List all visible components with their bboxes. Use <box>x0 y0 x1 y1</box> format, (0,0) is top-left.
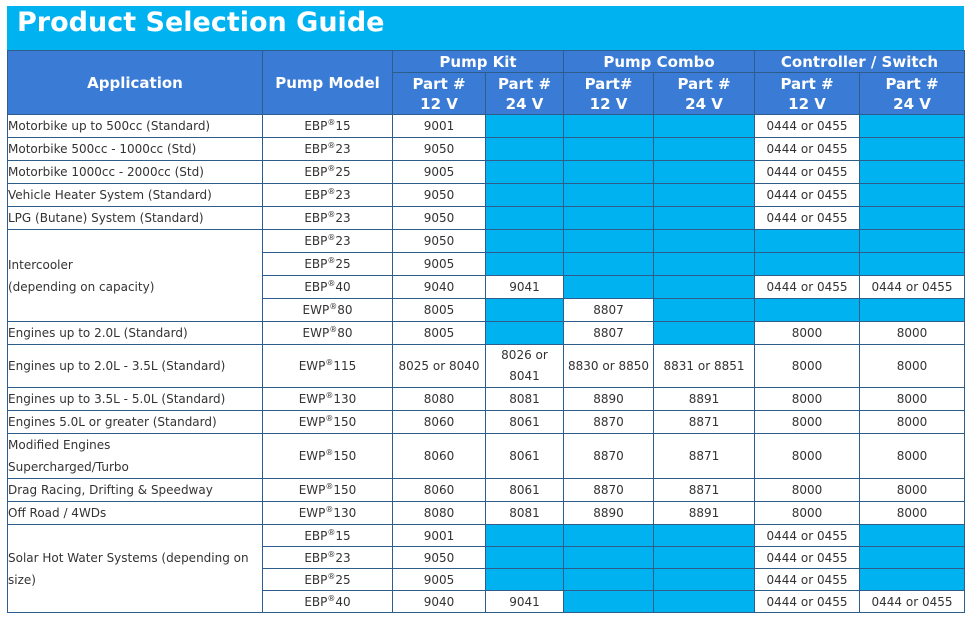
combo-24v-cell <box>654 161 755 184</box>
application-cell: Motorbike 500cc - 1000cc (Std) <box>8 138 263 161</box>
table-row <box>8 388 965 411</box>
pump-model-cell: EBP®40 <box>263 276 393 299</box>
combo-24v-cell <box>654 525 755 547</box>
ctrl-24v-cell: 8000 <box>860 434 965 479</box>
table-row <box>8 138 965 161</box>
combo-12v-cell <box>564 230 654 253</box>
page-title: Product Selection Guide <box>17 7 385 38</box>
header-kit-24v: Part # 24 V <box>486 73 564 115</box>
kit-12v-cell: 8060 <box>393 479 486 502</box>
combo-12v-cell: 8870 <box>564 411 654 434</box>
header-combo-24v: Part # 24 V <box>654 73 755 115</box>
application-cell: Intercooler (depending on capacity) <box>8 230 263 322</box>
ctrl-24v-cell <box>860 138 965 161</box>
combo-12v-cell <box>564 591 654 613</box>
application-cell: Modified Engines Supercharged/Turbo <box>8 434 263 479</box>
ctrl-24v-cell <box>860 253 965 276</box>
header-application: Application <box>8 51 263 115</box>
pump-model-cell: EBP®23 <box>263 207 393 230</box>
application-cell: Off Road / 4WDs <box>8 502 263 525</box>
ctrl-12v-cell: 8000 <box>755 322 860 345</box>
kit-12v-cell: 8060 <box>393 434 486 479</box>
combo-24v-cell <box>654 184 755 207</box>
ctrl-12v-cell: 0444 or 0455 <box>755 276 860 299</box>
combo-24v-cell: 8871 <box>654 434 755 479</box>
combo-12v-cell <box>564 207 654 230</box>
pump-model-cell: EBP®15 <box>263 115 393 138</box>
combo-24v-cell <box>654 569 755 591</box>
table-row <box>8 115 965 138</box>
combo-12v-cell <box>564 525 654 547</box>
ctrl-24v-cell: 8000 <box>860 388 965 411</box>
kit-12v-cell: 9050 <box>393 184 486 207</box>
ctrl-12v-cell: 0444 or 0455 <box>755 161 860 184</box>
ctrl-24v-cell: 8000 <box>860 322 965 345</box>
pump-model-cell: EWP®150 <box>263 434 393 479</box>
pump-model-cell: EWP®150 <box>263 479 393 502</box>
pump-model-cell: EBP®15 <box>263 525 393 547</box>
kit-12v-cell: 9005 <box>393 569 486 591</box>
table-row <box>8 479 965 502</box>
ctrl-12v-cell: 0444 or 0455 <box>755 138 860 161</box>
combo-24v-cell <box>654 253 755 276</box>
kit-12v-cell: 9050 <box>393 230 486 253</box>
kit-12v-cell: 8025 or 8040 <box>393 345 486 388</box>
kit-24v-cell <box>486 161 564 184</box>
kit-24v-cell: 8061 <box>486 479 564 502</box>
table-row <box>8 345 965 388</box>
kit-24v-cell: 8081 <box>486 388 564 411</box>
product-selection-table <box>7 50 965 613</box>
combo-12v-cell <box>564 184 654 207</box>
kit-12v-cell: 8080 <box>393 502 486 525</box>
kit-24v-cell <box>486 253 564 276</box>
ctrl-12v-cell: 8000 <box>755 479 860 502</box>
pump-model-cell: EBP®40 <box>263 591 393 613</box>
ctrl-24v-cell: 8000 <box>860 345 965 388</box>
combo-12v-cell <box>564 547 654 569</box>
application-cell: Engines up to 3.5L - 5.0L (Standard) <box>8 388 263 411</box>
ctrl-12v-cell <box>755 299 860 322</box>
kit-12v-cell: 8080 <box>393 388 486 411</box>
pump-model-cell: EBP®23 <box>263 138 393 161</box>
pump-model-cell: EWP®150 <box>263 411 393 434</box>
kit-12v-cell: 9040 <box>393 276 486 299</box>
table-row <box>8 184 965 207</box>
kit-24v-cell <box>486 207 564 230</box>
kit-12v-cell: 8005 <box>393 322 486 345</box>
kit-12v-cell: 9050 <box>393 547 486 569</box>
application-cell: Engines up to 2.0L - 3.5L (Standard) <box>8 345 263 388</box>
kit-12v-cell: 8005 <box>393 299 486 322</box>
kit-12v-cell: 9005 <box>393 161 486 184</box>
application-cell: Vehicle Heater System (Standard) <box>8 184 263 207</box>
pump-model-cell: EWP®130 <box>263 388 393 411</box>
pump-model-cell: EBP®25 <box>263 569 393 591</box>
pump-model-cell: EBP®25 <box>263 161 393 184</box>
pump-model-cell: EWP®130 <box>263 502 393 525</box>
combo-24v-cell: 8891 <box>654 502 755 525</box>
kit-24v-cell: 8081 <box>486 502 564 525</box>
ctrl-12v-cell <box>755 230 860 253</box>
ctrl-12v-cell: 0444 or 0455 <box>755 547 860 569</box>
combo-12v-cell: 8870 <box>564 479 654 502</box>
application-cell: LPG (Butane) System (Standard) <box>8 207 263 230</box>
combo-24v-cell <box>654 591 755 613</box>
ctrl-12v-cell: 8000 <box>755 388 860 411</box>
combo-12v-cell <box>564 138 654 161</box>
kit-24v-cell: 8026 or 8041 <box>486 345 564 388</box>
table-row <box>8 525 965 547</box>
ctrl-24v-cell: 0444 or 0455 <box>860 276 965 299</box>
combo-24v-cell <box>654 138 755 161</box>
combo-12v-cell <box>564 253 654 276</box>
combo-24v-cell <box>654 322 755 345</box>
title-bar <box>7 6 964 50</box>
kit-24v-cell <box>486 322 564 345</box>
pump-model-cell: EBP®23 <box>263 547 393 569</box>
header-ctrl-24v: Part # 24 V <box>860 73 965 115</box>
pump-model-cell: EWP®80 <box>263 322 393 345</box>
combo-24v-cell <box>654 115 755 138</box>
combo-12v-cell <box>564 569 654 591</box>
pump-model-cell: EBP®23 <box>263 184 393 207</box>
kit-24v-cell <box>486 525 564 547</box>
ctrl-12v-cell: 8000 <box>755 502 860 525</box>
header-ctrl-12v: Part # 12 V <box>755 73 860 115</box>
ctrl-24v-cell <box>860 230 965 253</box>
combo-24v-cell: 8871 <box>654 479 755 502</box>
ctrl-24v-cell <box>860 161 965 184</box>
application-cell: Motorbike up to 500cc (Standard) <box>8 115 263 138</box>
ctrl-24v-cell <box>860 569 965 591</box>
combo-24v-cell <box>654 299 755 322</box>
ctrl-12v-cell: 8000 <box>755 411 860 434</box>
ctrl-24v-cell <box>860 207 965 230</box>
combo-24v-cell: 8831 or 8851 <box>654 345 755 388</box>
kit-12v-cell: 9040 <box>393 591 486 613</box>
pump-model-cell: EBP®23 <box>263 230 393 253</box>
combo-24v-cell: 8891 <box>654 388 755 411</box>
ctrl-12v-cell: 0444 or 0455 <box>755 591 860 613</box>
table-row <box>8 322 965 345</box>
application-cell: Engines 5.0L or greater (Standard) <box>8 411 263 434</box>
kit-24v-cell <box>486 184 564 207</box>
header-controller: Controller / Switch <box>755 51 965 73</box>
kit-24v-cell: 9041 <box>486 591 564 613</box>
kit-24v-cell <box>486 115 564 138</box>
ctrl-24v-cell: 8000 <box>860 411 965 434</box>
ctrl-12v-cell: 0444 or 0455 <box>755 115 860 138</box>
kit-24v-cell <box>486 299 564 322</box>
combo-12v-cell <box>564 276 654 299</box>
combo-12v-cell <box>564 161 654 184</box>
kit-12v-cell: 9005 <box>393 253 486 276</box>
pump-model-cell: EBP®25 <box>263 253 393 276</box>
kit-24v-cell: 8061 <box>486 434 564 479</box>
combo-12v-cell: 8807 <box>564 299 654 322</box>
combo-12v-cell: 8870 <box>564 434 654 479</box>
combo-12v-cell: 8890 <box>564 502 654 525</box>
combo-24v-cell <box>654 207 755 230</box>
ctrl-24v-cell <box>860 184 965 207</box>
kit-12v-cell: 9001 <box>393 525 486 547</box>
kit-24v-cell <box>486 230 564 253</box>
ctrl-24v-cell <box>860 547 965 569</box>
combo-24v-cell <box>654 547 755 569</box>
ctrl-12v-cell <box>755 253 860 276</box>
kit-24v-cell: 8061 <box>486 411 564 434</box>
table-row <box>8 161 965 184</box>
ctrl-24v-cell: 8000 <box>860 502 965 525</box>
ctrl-24v-cell <box>860 115 965 138</box>
kit-12v-cell: 8060 <box>393 411 486 434</box>
ctrl-12v-cell: 8000 <box>755 345 860 388</box>
application-cell: Solar Hot Water Systems (depending on size) <box>8 525 263 613</box>
combo-24v-cell <box>654 276 755 299</box>
combo-12v-cell: 8830 or 8850 <box>564 345 654 388</box>
table-row <box>8 502 965 525</box>
table-row <box>8 207 965 230</box>
ctrl-24v-cell: 0444 or 0455 <box>860 591 965 613</box>
ctrl-24v-cell <box>860 525 965 547</box>
application-cell: Drag Racing, Drifting & Speedway <box>8 479 263 502</box>
table-row <box>8 411 965 434</box>
table-row <box>8 434 965 479</box>
kit-24v-cell <box>486 138 564 161</box>
application-cell: Motorbike 1000cc - 2000cc (Std) <box>8 161 263 184</box>
table-row <box>8 230 965 253</box>
ctrl-24v-cell: 8000 <box>860 479 965 502</box>
ctrl-12v-cell: 0444 or 0455 <box>755 525 860 547</box>
pump-model-cell: EWP®115 <box>263 345 393 388</box>
combo-24v-cell <box>654 230 755 253</box>
combo-12v-cell <box>564 115 654 138</box>
application-cell: Engines up to 2.0L (Standard) <box>8 322 263 345</box>
kit-12v-cell: 9050 <box>393 138 486 161</box>
ctrl-12v-cell: 0444 or 0455 <box>755 569 860 591</box>
header-combo-12v: Part# 12 V <box>564 73 654 115</box>
ctrl-12v-cell: 0444 or 0455 <box>755 207 860 230</box>
header-pump-kit: Pump Kit <box>393 51 564 73</box>
kit-24v-cell: 9041 <box>486 276 564 299</box>
combo-12v-cell: 8890 <box>564 388 654 411</box>
header-pump-combo: Pump Combo <box>564 51 755 73</box>
header-kit-12v: Part # 12 V <box>393 73 486 115</box>
kit-24v-cell <box>486 569 564 591</box>
combo-12v-cell: 8807 <box>564 322 654 345</box>
ctrl-12v-cell: 8000 <box>755 434 860 479</box>
kit-24v-cell <box>486 547 564 569</box>
ctrl-24v-cell <box>860 299 965 322</box>
kit-12v-cell: 9001 <box>393 115 486 138</box>
ctrl-12v-cell: 0444 or 0455 <box>755 184 860 207</box>
pump-model-cell: EWP®80 <box>263 299 393 322</box>
combo-24v-cell: 8871 <box>654 411 755 434</box>
kit-12v-cell: 9050 <box>393 207 486 230</box>
header-pump-model: Pump Model <box>263 51 393 115</box>
